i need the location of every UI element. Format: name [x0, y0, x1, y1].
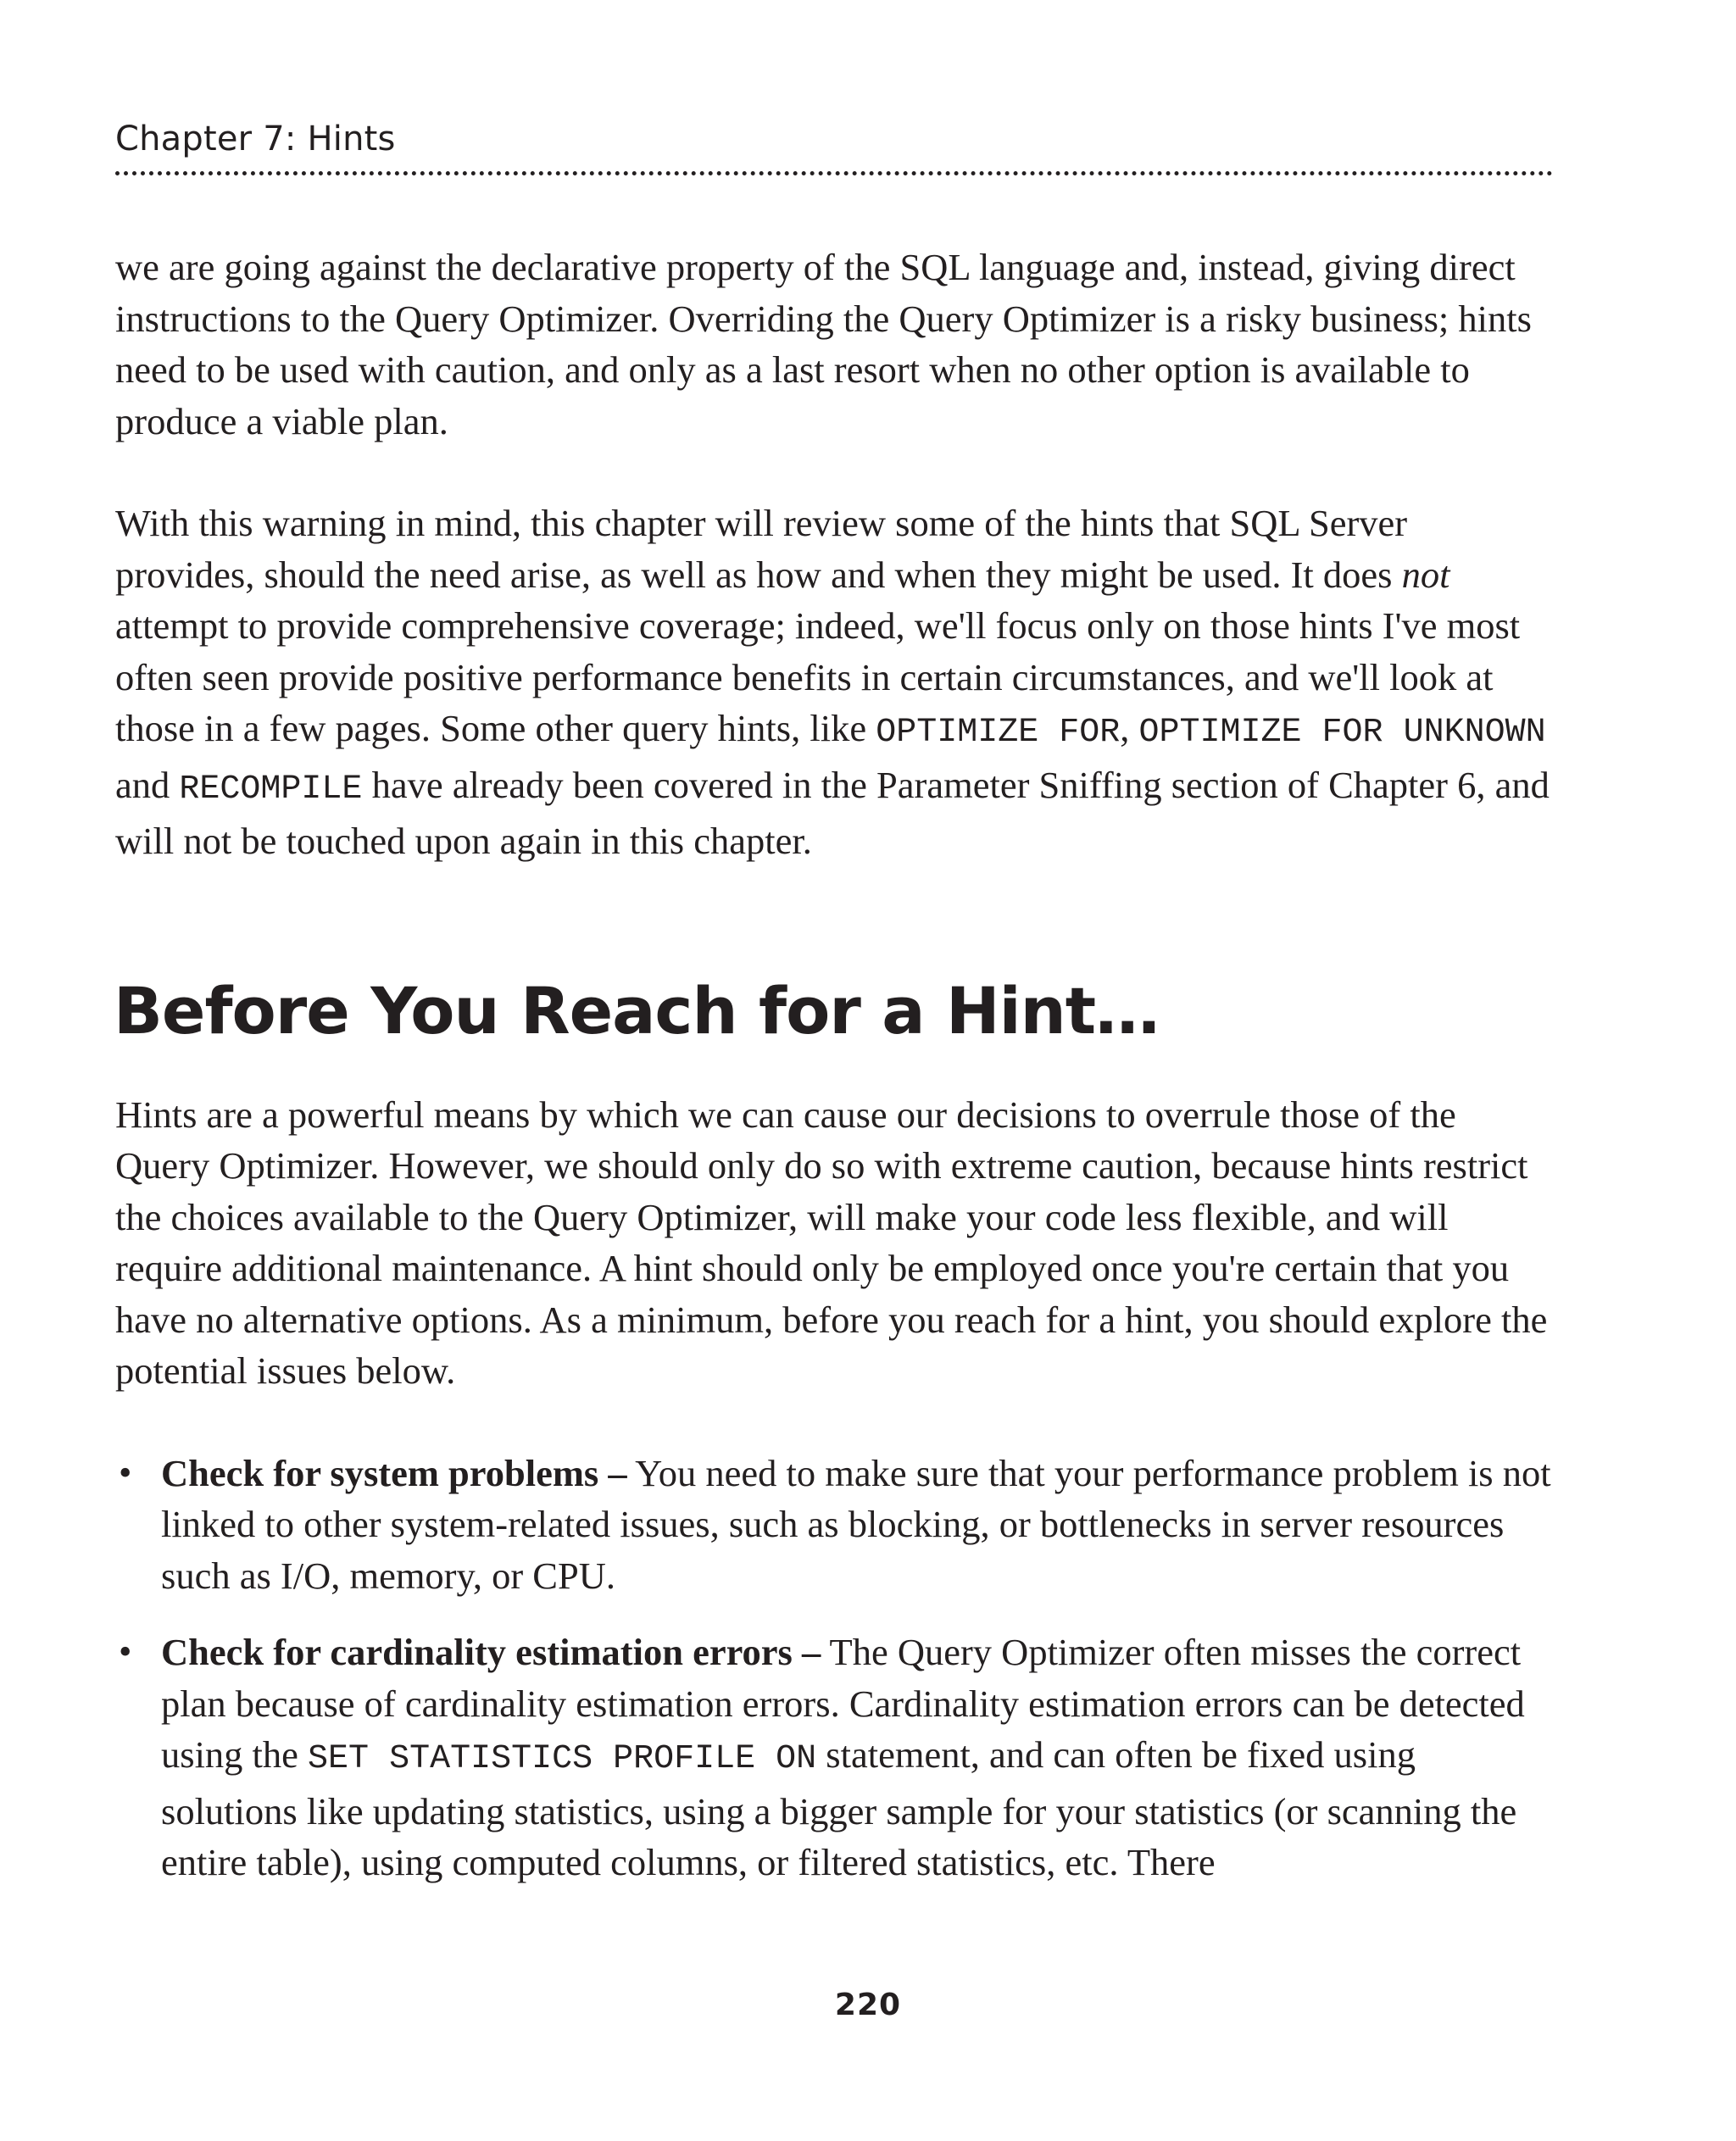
code-optimize-for-unknown: OPTIMIZE FOR UNKNOWN [1138, 714, 1546, 752]
paragraph-continuation [115, 242, 1553, 447]
section-heading: Before You Reach for a Hint… [114, 972, 1160, 1048]
bullet-dot: • [119, 1451, 132, 1493]
paragraph-hints-intro [115, 1089, 1553, 1397]
page-number: 220 [834, 1988, 902, 2022]
code-optimize-for: OPTIMIZE FOR [876, 714, 1121, 752]
bullet-list [115, 1448, 1553, 1888]
paragraph-1-text: we are going against the declarative property of the SQL language and, instead, giving direct instructions to the Query Optimizer. Overriding the Query Optimizer is a risky business; hints need to be used with caution, and only as a last resort when no other option is available to produce a viable plan. [115, 246, 1532, 442]
paragraph-2-part-3: , [1120, 707, 1139, 749]
bullet-term-system-problems: Check for system problems – [161, 1451, 627, 1494]
bullet-text-cardinality-part-2: statement, and can often be fixed using solutions like updating statistics, using a bigger sample for your statistics (or scanning the entire table), using computed columns, or filtered statistics, etc. There [161, 1733, 1517, 1883]
header-dotted-rule [115, 171, 1553, 175]
bullet-text-cardinality-part-1: The Query Optimizer often misses the correct plan because of cardinality estimation errors. Cardinality estimation errors can be detected using the [161, 1631, 1525, 1776]
paragraph-2-part-4: and [115, 763, 180, 806]
chapter-title: Chapter 7: Hints [115, 120, 396, 158]
bullet-dot: • [119, 1631, 132, 1672]
paragraph-2-part-2: attempt to provide comprehensive coverage; indeed, we'll focus only on those hints I've most often seen provide positive performance benefits in certain circumstances, and we'll look at those in a few pages. Some other query hints, like [115, 604, 1521, 749]
paragraph-3-text: Hints are a powerful means by which we can cause our decisions to overrule those of the Query Optimizer. However, we should only do so with extreme caution, because hints restrict the choices available to the Query Optimizer, will make your code less flexible, and will require additional maintenance. A hint should only be employed once you're certain that you have no alternative options. As a minimum, before you reach for a hint, you should explore the potential issues below. [115, 1093, 1548, 1392]
paragraph-2-part-5: have already been covered in the Parameter Sniffing section of Chapter 6, and will not be touched upon again in this chapter. [115, 763, 1550, 862]
bullet-item-system-problems [115, 1448, 1553, 1602]
paragraph-warning [115, 498, 1553, 867]
page-body [115, 242, 1553, 1914]
emphasis-not: not [1401, 553, 1450, 596]
running-header [115, 115, 1553, 175]
code-set-statistics-profile-on: SET STATISTICS PROFILE ON [308, 1740, 817, 1778]
bullet-term-cardinality-errors: Check for cardinality estimation errors – [161, 1631, 821, 1673]
bullet-text-system-problems: You need to make sure that your performance problem is not linked to other system-related issues, such as blocking, or bottlenecks in server resources such as I/O, memory, or CPU. [161, 1451, 1551, 1597]
bullet-item-cardinality-errors [115, 1627, 1553, 1888]
paragraph-2-part-1: With this warning in mind, this chapter will review some of the hints that SQL Server provides, should the need arise, as well as how and when they might be used. It does [115, 502, 1408, 596]
code-recompile: RECOMPILE [179, 770, 363, 809]
